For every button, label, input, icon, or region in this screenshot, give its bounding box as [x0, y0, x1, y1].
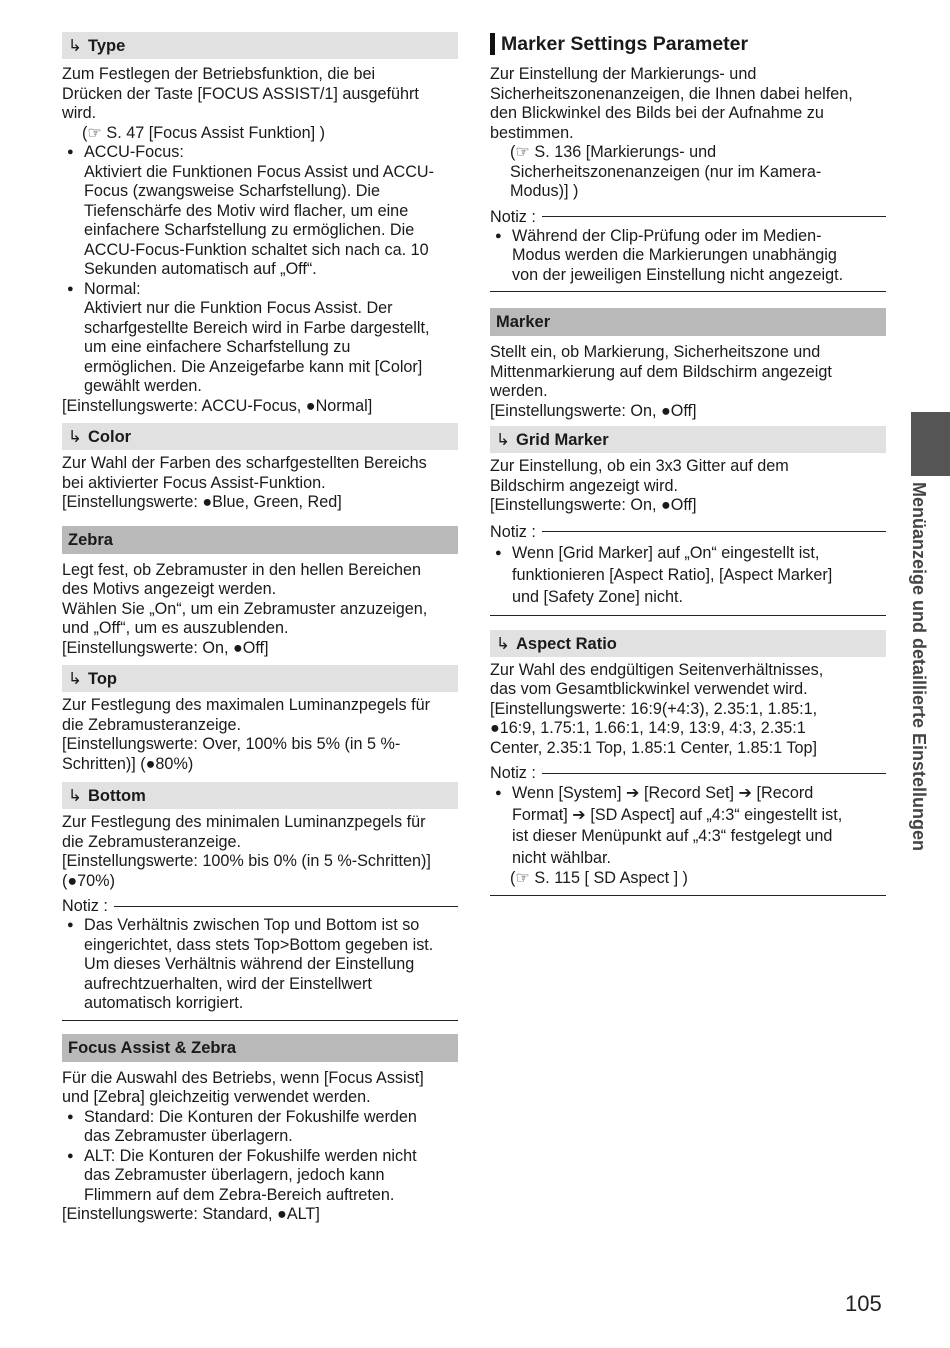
zebra-desc-4: und „Off“, um es auszublenden. — [62, 619, 289, 637]
submenu-arrow-icon: ↳ — [68, 428, 82, 446]
left-column — [62, 0, 458, 1225]
zebra-desc-1: Legt fest, ob Zebramuster in den hellen Bereichen — [62, 560, 422, 579]
grid-values: [Einstellungswerte: On, ●Off] — [490, 496, 697, 514]
top-desc-1: Zur Festlegung des maximalen Luminanzpegels für — [62, 696, 431, 714]
page-number: 105 — [845, 1291, 882, 1316]
color-values: [Einstellungswerte: ●Blue, Green, Red] — [62, 493, 342, 511]
type-values: [Einstellungswerte: ACCU-Focus, ●Normal] — [62, 396, 373, 415]
type-heading: ↳ Type — [62, 32, 458, 59]
zebra-heading: Zebra — [62, 526, 458, 554]
list-item: ● ALT: Die Konturen der Fokushilfe werden nicht das Zebramuster überlagern, jedoch kann Flimmern auf dem Zebra-Bereich auftreten. — [62, 1147, 458, 1206]
grid-desc-2: Bildschirm angezeigt wird. — [490, 476, 679, 495]
marker-desc-1: Stellt ein, ob Markierung, Sicherheitszone und — [490, 343, 821, 361]
ms-desc-4: bestimmen. — [490, 123, 574, 142]
ms-ref-3: Modus)] ) — [510, 182, 579, 200]
aspect-ratio-heading: ↳ Aspect Ratio — [490, 630, 886, 657]
list-item: ● Standard: Die Konturen der Fokushilfe werden das Zebramuster überlagern. — [62, 1108, 458, 1147]
list-item: ● Normal: Aktiviert nur die Funktion Focus Assist. Der scharfgestellte Bereich wird in Farbe dargestellt, um eine einfachere Scharfstellung zu ermöglichen. Die Anzeigefarbe kann mit [Color] gewählt werden. — [62, 280, 458, 397]
fa-zebra-desc-1: Für die Auswahl des Betriebs, wenn [Focus Assist] — [62, 1068, 424, 1087]
right-column — [490, 0, 886, 896]
zebra-desc-2: des Motivs angezeigt werden. — [62, 580, 277, 598]
bottom-desc-2: die Zebramusteranzeige. — [62, 832, 242, 851]
fa-zebra-values: [Einstellungswerte: Standard, ●ALT] — [62, 1205, 320, 1223]
ar-desc-1: Zur Wahl des endgültigen Seitenverhältnisses, — [490, 660, 824, 679]
chapter-tab — [911, 412, 950, 476]
top-values-2: Schritten)] (●80%) — [62, 754, 194, 773]
ar-values-2: ●16:9, 1.75:1, 1.66:1, 14:9, 13:9, 4:3, 2.35:1 — [490, 719, 806, 737]
submenu-arrow-icon: ↳ — [496, 634, 510, 653]
ms-ref-2: Sicherheitszonenanzeigen (nur im Kamera- — [510, 162, 822, 181]
grid-marker-heading: ↳ Grid Marker — [490, 426, 886, 453]
bottom-heading: ↳ Bottom — [62, 782, 458, 809]
fa-zebra-desc-2: und [Zebra] gleichzeitig verwendet werden. — [62, 1088, 371, 1106]
bottom-values-1: [Einstellungswerte: 100% bis 0% (in 5 %-Schritten)] — [62, 852, 431, 870]
note-header: Notiz : — [490, 763, 886, 783]
top-heading: ↳ Top — [62, 665, 458, 692]
note-header: Notiz : — [490, 522, 886, 542]
marker-heading: Marker — [490, 308, 886, 336]
type-ref: (☞ S. 47 [Focus Assist Funktion] ) — [82, 123, 326, 142]
list-item: ● ACCU-Focus: Aktiviert die Funktionen Focus Assist und ACCU- Focus (zwangsweise Scharfstellung). Die Tiefenschärfe des Motiv wird flacher, um eine einfachere Scharfstellung zu ermöglichen. Die ACCU-Focus-Funktion schaltet sich nach ca. 10 Sekunden automatisch auf „Off“. — [62, 143, 458, 280]
list-item: ● Wenn [Grid Marker] auf „On“ eingestellt ist, funktionieren [Aspect Ratio], [Aspect Marker] und [Safety Zone] nicht. — [490, 542, 886, 608]
ms-desc-2: Sicherheitszonenanzeigen, die Ihnen dabei helfen, — [490, 84, 853, 103]
ar-desc-2: das vom Gesamtblickwinkel verwendet wird. — [490, 680, 808, 698]
submenu-arrow-icon: ↳ — [68, 670, 82, 688]
ar-values-1: [Einstellungswerte: 16:9(+4:3), 2.35:1, 1.85:1, — [490, 699, 818, 718]
type-desc-3: wird. — [62, 104, 97, 122]
page-title: Marker Settings Parameter — [490, 33, 886, 55]
list-item: ● Wenn [System] ➔ [Record Set] ➔ [Record Format] ➔ [SD Aspect] auf „4:3“ eingestellt ist, ist dieser Menüpunkt auf „4:3“ festgelegt und nicht wählbar. — [490, 783, 886, 869]
focus-assist-zebra-heading: Focus Assist & Zebra — [62, 1034, 458, 1062]
list-item: ● Das Verhältnis zwischen Top und Bottom ist so eingerichtet, dass stets Top>Bottom gegeben ist. Um dieses Verhältnis während der Einstellung aufrechtzuerhalten, wird der Einstellwert automatisch korrigiert. — [62, 916, 458, 1014]
note-end-rule — [490, 895, 886, 896]
top-desc-2: die Zebramusteranzeige. — [62, 715, 242, 734]
type-desc-2: Drücken der Taste [FOCUS ASSIST/1] ausgeführt — [62, 84, 419, 103]
color-heading: ↳ Color — [62, 423, 458, 450]
ms-desc-3: den Blickwinkel des Bilds bei der Aufnahme zu — [490, 104, 824, 122]
chapter-side-label: Menüanzeige und detaillierte Einstellungen — [909, 482, 929, 852]
ar-ref: (☞ S. 115 [ SD Aspect ] ) — [510, 869, 688, 887]
zebra-values: [Einstellungswerte: On, ●Off] — [62, 638, 269, 657]
submenu-arrow-icon: ↳ — [68, 787, 82, 805]
list-item: ● Während der Clip-Prüfung oder im Medien- Modus werden die Markierungen unabhängig von der jeweiligen Einstellung nicht angezeigt. — [490, 227, 886, 286]
submenu-arrow-icon: ↳ — [68, 37, 82, 55]
ms-desc-1: Zur Einstellung der Markierungs- und — [490, 65, 757, 83]
ar-values-3: Center, 2.35:1 Top, 1.85:1 Center, 1.85:1 Top] — [490, 738, 817, 757]
note-header: Notiz : — [490, 207, 886, 227]
marker-desc-2: Mittenmarkierung auf dem Bildschirm angezeigt — [490, 362, 832, 381]
bottom-desc-1: Zur Festlegung des minimalen Luminanzpegels für — [62, 813, 426, 831]
marker-desc-3: werden. — [490, 382, 548, 400]
submenu-arrow-icon: ↳ — [496, 431, 510, 449]
type-desc-1: Zum Festlegen der Betriebsfunktion, die bei — [62, 65, 376, 83]
ms-ref-1: (☞ S. 136 [Markierungs- und — [510, 143, 717, 161]
top-values-1: [Einstellungswerte: Over, 100% bis 5% (in 5 %- — [62, 735, 401, 753]
marker-values: [Einstellungswerte: On, ●Off] — [490, 401, 697, 420]
note-header: Notiz : — [62, 896, 458, 916]
bottom-values-2: (●70%) — [62, 871, 115, 890]
grid-desc-1: Zur Einstellung, ob ein 3x3 Gitter auf dem — [490, 457, 789, 475]
color-desc-1: Zur Wahl der Farben des scharfgestellten Bereichs — [62, 454, 427, 472]
zebra-desc-3: Wählen Sie „On“, um ein Zebramuster anzuzeigen, — [62, 599, 428, 618]
color-desc-2: bei aktivierter Focus Assist-Funktion. — [62, 473, 326, 492]
